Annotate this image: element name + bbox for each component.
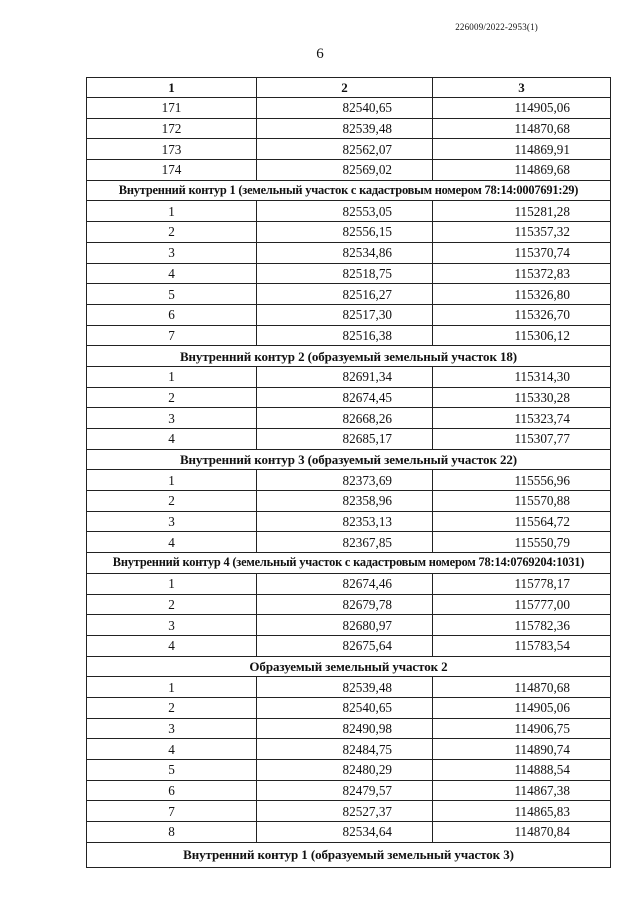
coordinates-table bbox=[86, 77, 611, 868]
point-number-cell: 5 bbox=[87, 284, 257, 305]
table-row bbox=[87, 760, 611, 781]
document-registration-number: 226009/2022-2953(1) bbox=[455, 22, 538, 32]
x-coordinate-cell: 82540,65 bbox=[257, 697, 433, 718]
section-title: Внутренний контур 2 (образуемый земельный участок 18) bbox=[87, 346, 611, 367]
table-row bbox=[87, 118, 611, 139]
point-number-cell: 2 bbox=[87, 387, 257, 408]
page-number: 6 bbox=[316, 46, 324, 62]
y-coordinate-cell: 115778,17 bbox=[433, 573, 611, 594]
x-coordinate-cell: 82534,86 bbox=[257, 242, 433, 263]
point-number-cell: 2 bbox=[87, 491, 257, 512]
y-coordinate-cell: 114870,84 bbox=[433, 822, 611, 843]
point-number-cell: 5 bbox=[87, 760, 257, 781]
x-coordinate-cell: 82674,45 bbox=[257, 387, 433, 408]
x-coordinate-cell: 82480,29 bbox=[257, 760, 433, 781]
section-title: Внутренний контур 3 (образуемый земельный участок 22) bbox=[87, 449, 611, 470]
x-coordinate-cell: 82540,65 bbox=[257, 98, 433, 119]
table-row bbox=[87, 615, 611, 636]
table-row bbox=[87, 718, 611, 739]
section-title: Внутренний контур 1 (земельный участок с кадастровым номером 78:14:0007691:29) bbox=[87, 180, 611, 201]
point-number-cell: 1 bbox=[87, 470, 257, 491]
section-title: Внутренний контур 4 (земельный участок с кадастровым номером 78:14:0769204:1031) bbox=[87, 553, 611, 574]
y-coordinate-cell: 114905,06 bbox=[433, 697, 611, 718]
table-row bbox=[87, 822, 611, 843]
x-coordinate-cell: 82668,26 bbox=[257, 408, 433, 429]
x-coordinate-cell: 82534,64 bbox=[257, 822, 433, 843]
section-title-row bbox=[87, 346, 611, 367]
point-number-cell: 3 bbox=[87, 511, 257, 532]
y-coordinate-cell: 115281,28 bbox=[433, 201, 611, 222]
y-coordinate-cell: 115550,79 bbox=[433, 532, 611, 553]
table-row bbox=[87, 677, 611, 698]
y-coordinate-cell: 115306,12 bbox=[433, 325, 611, 346]
point-number-cell: 3 bbox=[87, 718, 257, 739]
point-number-cell: 1 bbox=[87, 573, 257, 594]
y-coordinate-cell: 115307,77 bbox=[433, 429, 611, 450]
y-coordinate-cell: 115570,88 bbox=[433, 491, 611, 512]
table-row bbox=[87, 139, 611, 160]
point-number-cell: 171 bbox=[87, 98, 257, 119]
x-coordinate-cell: 82539,48 bbox=[257, 118, 433, 139]
point-number-cell: 2 bbox=[87, 222, 257, 243]
y-coordinate-cell: 114869,91 bbox=[433, 139, 611, 160]
table-row bbox=[87, 98, 611, 119]
x-coordinate-cell: 82674,46 bbox=[257, 573, 433, 594]
x-coordinate-cell: 82358,96 bbox=[257, 491, 433, 512]
point-number-cell: 1 bbox=[87, 677, 257, 698]
x-coordinate-cell: 82556,15 bbox=[257, 222, 433, 243]
point-number-cell: 3 bbox=[87, 408, 257, 429]
y-coordinate-cell: 115314,30 bbox=[433, 366, 611, 387]
y-coordinate-cell: 115326,80 bbox=[433, 284, 611, 305]
table-row bbox=[87, 387, 611, 408]
x-coordinate-cell: 82516,38 bbox=[257, 325, 433, 346]
section-title-row bbox=[87, 449, 611, 470]
table-row bbox=[87, 222, 611, 243]
table-row bbox=[87, 325, 611, 346]
x-coordinate-cell: 82562,07 bbox=[257, 139, 433, 160]
point-number-cell: 173 bbox=[87, 139, 257, 160]
x-coordinate-cell: 82569,02 bbox=[257, 160, 433, 181]
table-row bbox=[87, 284, 611, 305]
table-row bbox=[87, 780, 611, 801]
point-number-cell: 4 bbox=[87, 635, 257, 656]
x-coordinate-cell: 82679,78 bbox=[257, 594, 433, 615]
x-coordinate-cell: 82675,64 bbox=[257, 635, 433, 656]
y-coordinate-cell: 114870,68 bbox=[433, 118, 611, 139]
x-coordinate-cell: 82517,30 bbox=[257, 304, 433, 325]
table-row bbox=[87, 304, 611, 325]
table-header-row bbox=[87, 78, 611, 98]
y-coordinate-cell: 114905,06 bbox=[433, 98, 611, 119]
x-coordinate-cell: 82353,13 bbox=[257, 511, 433, 532]
table-row bbox=[87, 491, 611, 512]
point-number-cell: 8 bbox=[87, 822, 257, 843]
section-title-row bbox=[87, 553, 611, 574]
y-coordinate-cell: 115564,72 bbox=[433, 511, 611, 532]
table-row bbox=[87, 429, 611, 450]
y-coordinate-cell: 115357,32 bbox=[433, 222, 611, 243]
point-number-cell: 7 bbox=[87, 801, 257, 822]
section-title: Внутренний контур 1 (образуемый земельный участок 3) bbox=[87, 842, 611, 867]
point-number-cell: 172 bbox=[87, 118, 257, 139]
point-number-cell: 6 bbox=[87, 304, 257, 325]
table-row bbox=[87, 366, 611, 387]
x-coordinate-cell: 82553,05 bbox=[257, 201, 433, 222]
x-coordinate-cell: 82685,17 bbox=[257, 429, 433, 450]
y-coordinate-cell: 114865,83 bbox=[433, 801, 611, 822]
y-coordinate-cell: 114890,74 bbox=[433, 739, 611, 760]
table-row bbox=[87, 801, 611, 822]
x-coordinate-cell: 82490,98 bbox=[257, 718, 433, 739]
column-header-point: 1 bbox=[87, 78, 257, 98]
table-row bbox=[87, 242, 611, 263]
point-number-cell: 3 bbox=[87, 615, 257, 636]
table-row bbox=[87, 470, 611, 491]
section-title: Образуемый земельный участок 2 bbox=[87, 656, 611, 677]
y-coordinate-cell: 115556,96 bbox=[433, 470, 611, 491]
table-row bbox=[87, 532, 611, 553]
x-coordinate-cell: 82518,75 bbox=[257, 263, 433, 284]
x-coordinate-cell: 82373,69 bbox=[257, 470, 433, 491]
point-number-cell: 174 bbox=[87, 160, 257, 181]
point-number-cell: 4 bbox=[87, 532, 257, 553]
y-coordinate-cell: 115326,70 bbox=[433, 304, 611, 325]
table-row bbox=[87, 697, 611, 718]
y-coordinate-cell: 114870,68 bbox=[433, 677, 611, 698]
x-coordinate-cell: 82516,27 bbox=[257, 284, 433, 305]
x-coordinate-cell: 82539,48 bbox=[257, 677, 433, 698]
y-coordinate-cell: 115783,54 bbox=[433, 635, 611, 656]
x-coordinate-cell: 82479,57 bbox=[257, 780, 433, 801]
point-number-cell: 7 bbox=[87, 325, 257, 346]
point-number-cell: 2 bbox=[87, 697, 257, 718]
y-coordinate-cell: 114888,54 bbox=[433, 760, 611, 781]
column-header-x: 2 bbox=[257, 78, 433, 98]
point-number-cell: 1 bbox=[87, 201, 257, 222]
point-number-cell: 6 bbox=[87, 780, 257, 801]
table-row bbox=[87, 635, 611, 656]
column-header-y: 3 bbox=[433, 78, 611, 98]
y-coordinate-cell: 115330,28 bbox=[433, 387, 611, 408]
y-coordinate-cell: 115777,00 bbox=[433, 594, 611, 615]
table-row bbox=[87, 201, 611, 222]
coordinates-table-body bbox=[87, 78, 611, 868]
point-number-cell: 2 bbox=[87, 594, 257, 615]
point-number-cell: 4 bbox=[87, 429, 257, 450]
table-row bbox=[87, 263, 611, 284]
x-coordinate-cell: 82484,75 bbox=[257, 739, 433, 760]
point-number-cell: 1 bbox=[87, 366, 257, 387]
table-row bbox=[87, 594, 611, 615]
y-coordinate-cell: 114906,75 bbox=[433, 718, 611, 739]
y-coordinate-cell: 114869,68 bbox=[433, 160, 611, 181]
section-title-row bbox=[87, 656, 611, 677]
x-coordinate-cell: 82367,85 bbox=[257, 532, 433, 553]
y-coordinate-cell: 114867,38 bbox=[433, 780, 611, 801]
table-row bbox=[87, 160, 611, 181]
y-coordinate-cell: 115782,36 bbox=[433, 615, 611, 636]
x-coordinate-cell: 82680,97 bbox=[257, 615, 433, 636]
point-number-cell: 4 bbox=[87, 263, 257, 284]
y-coordinate-cell: 115370,74 bbox=[433, 242, 611, 263]
point-number-cell: 3 bbox=[87, 242, 257, 263]
table-row bbox=[87, 739, 611, 760]
x-coordinate-cell: 82527,37 bbox=[257, 801, 433, 822]
section-title-row bbox=[87, 180, 611, 201]
table-row bbox=[87, 511, 611, 532]
section-title-row bbox=[87, 842, 611, 867]
x-coordinate-cell: 82691,34 bbox=[257, 366, 433, 387]
table-row bbox=[87, 573, 611, 594]
table-row bbox=[87, 408, 611, 429]
point-number-cell: 4 bbox=[87, 739, 257, 760]
y-coordinate-cell: 115372,83 bbox=[433, 263, 611, 284]
y-coordinate-cell: 115323,74 bbox=[433, 408, 611, 429]
